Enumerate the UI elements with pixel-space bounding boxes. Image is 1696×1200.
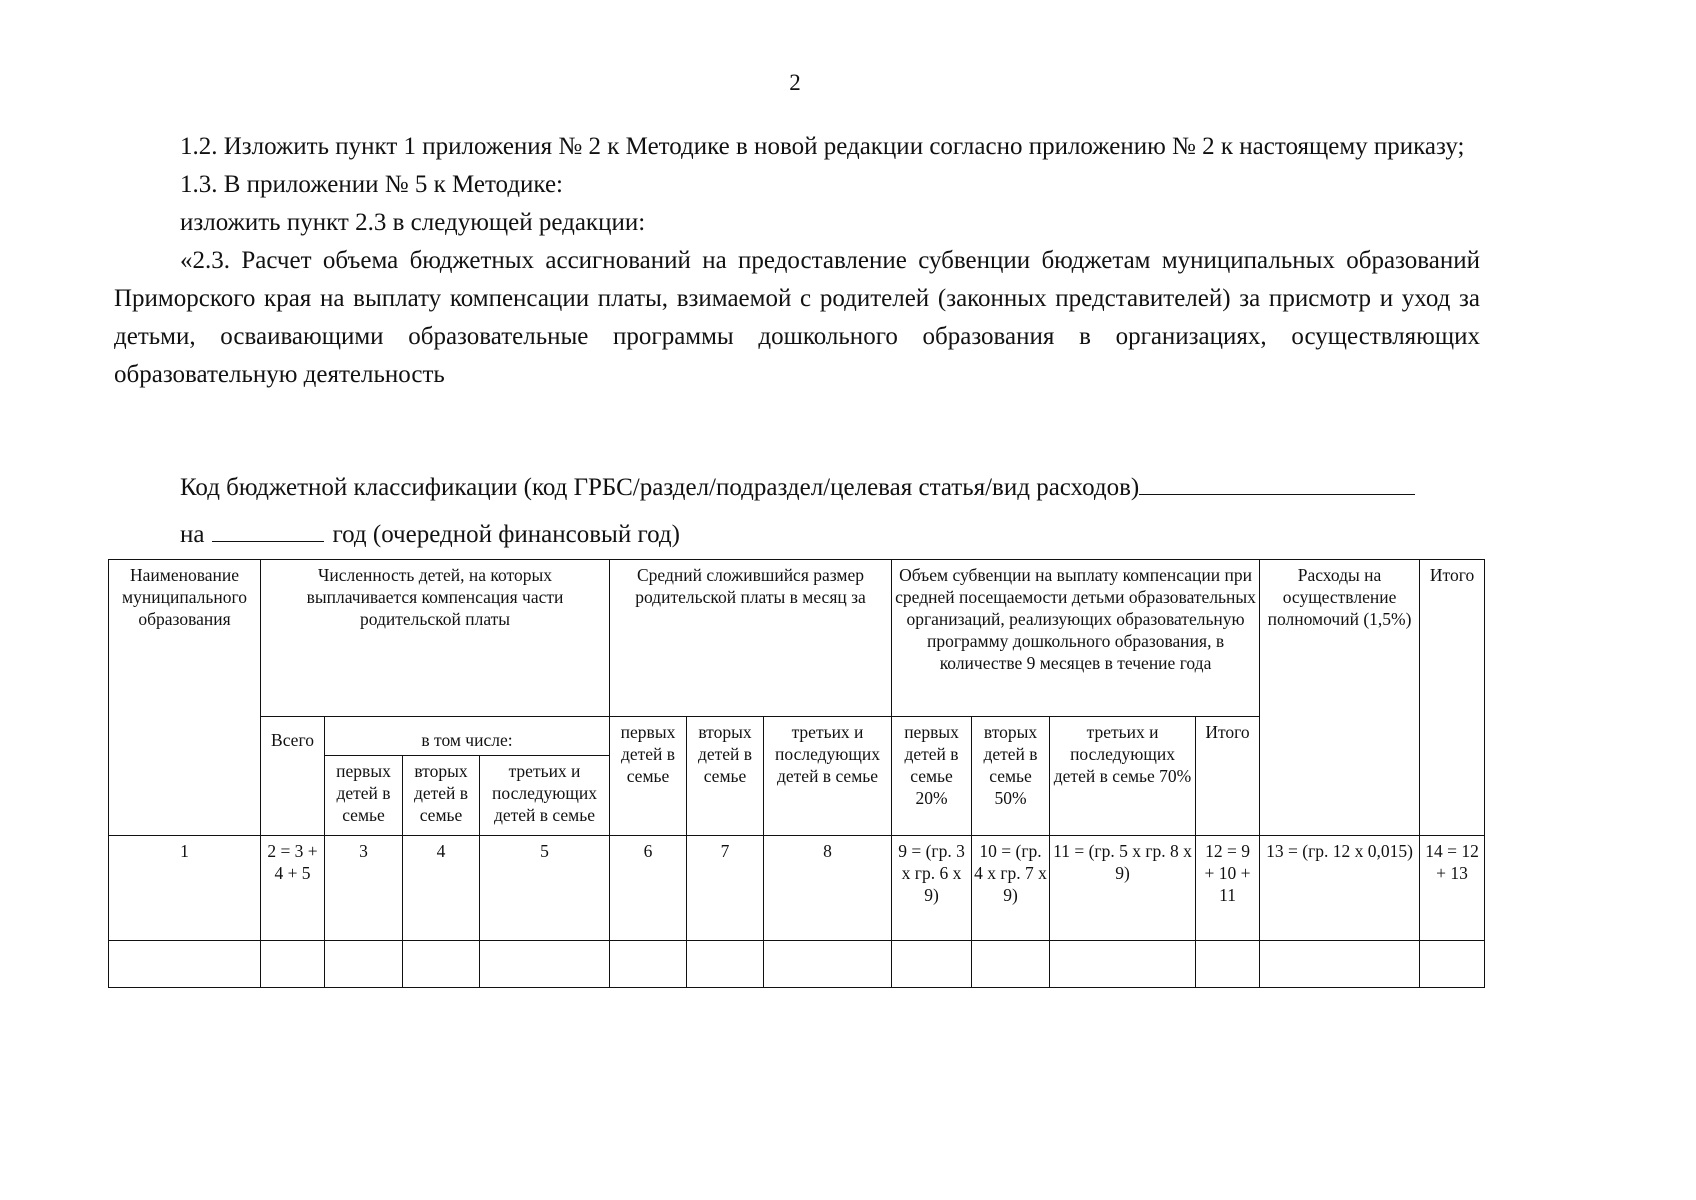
- column-number-cell: 6: [610, 836, 687, 941]
- fiscal-year-blank: [212, 517, 324, 542]
- header-volume-first: первых детей в семье 20%: [892, 717, 972, 836]
- header-volume-second: вторых детей в семье 50%: [972, 717, 1050, 836]
- column-number-cell: 5: [480, 836, 610, 941]
- column-number-cell: 3: [325, 836, 403, 941]
- empty-cell: [480, 941, 610, 988]
- header-third-children: третьих и последующих детей в семье: [480, 756, 610, 836]
- empty-cell: [1420, 941, 1485, 988]
- header-municipality: Наименование муниципального образования: [109, 560, 261, 836]
- subvention-calculation-table: [108, 559, 1485, 988]
- empty-cell: [109, 941, 261, 988]
- budget-classification-blank: [1139, 470, 1415, 495]
- paragraph-1-2: 1.2. Изложить пункт 1 приложения № 2 к Методике в новой редакции согласно приложению № 2 к настоящему приказу;: [180, 133, 1465, 160]
- empty-cell: [1196, 941, 1260, 988]
- empty-cell: [610, 941, 687, 988]
- column-number-cell: 10 = (гр. 4 х гр. 7 х 9): [972, 836, 1050, 941]
- column-number-cell: 8: [764, 836, 892, 941]
- column-number-cell: 4: [403, 836, 480, 941]
- header-volume-total: Итого: [1196, 717, 1260, 836]
- header-first-children: первых детей в семье: [325, 756, 403, 836]
- paragraph-2-3: «2.3. Расчет объема бюджетных ассигнований на предоставление субвенции бюджетам муниципальных образований Приморского края на выплату компенсации платы, взимаемой с родителей (законных представителей) за присмотр и уход за детьми, осваивающими образовательные программы дошкольного образования в организациях, осуществляющих образовательную деятельность: [114, 247, 1480, 388]
- header-fee-first: первых детей в семье: [610, 717, 687, 836]
- empty-cell: [1260, 941, 1420, 988]
- header-including: в том числе:: [325, 717, 610, 756]
- header-children-count: Численность детей, на которых выплачивается компенсация части родительской платы: [261, 560, 610, 717]
- empty-cell: [1050, 941, 1196, 988]
- paragraph-instruction: изложить пункт 2.3 в следующей редакции:: [180, 209, 646, 236]
- header-second-children: вторых детей в семье: [403, 756, 480, 836]
- empty-data-row: [109, 941, 1485, 988]
- page-number: 2: [789, 70, 801, 95]
- fiscal-year-suffix: год (очередной финансовый год): [332, 521, 680, 548]
- header-subvention-volume: Объем субвенции на выплату компенсации при средней посещаемости детьми образовательных организаций, реализующих образовательную программу дошкольного образования, в количестве 9 месяцев в течение года: [892, 560, 1260, 717]
- column-number-cell: 11 = (гр. 5 х гр. 8 х 9): [1050, 836, 1196, 941]
- column-number-cell: 14 = 12 + 13: [1420, 836, 1485, 941]
- fiscal-year-line: [180, 517, 680, 549]
- column-number-row: [109, 836, 1485, 941]
- column-number-cell: 12 = 9 + 10 + 11: [1196, 836, 1260, 941]
- header-grand-total: Итого: [1420, 560, 1485, 836]
- empty-cell: [325, 941, 403, 988]
- column-number-cell: 9 = (гр. 3 х гр. 6 х 9): [892, 836, 972, 941]
- header-fee-third: третьих и последующих детей в семье: [764, 717, 892, 836]
- body-text: [114, 128, 1480, 394]
- column-number-cell: 2 = 3 + 4 + 5: [261, 836, 325, 941]
- header-volume-third: третьих и последующих детей в семье 70%: [1050, 717, 1196, 836]
- empty-cell: [764, 941, 892, 988]
- header-row-1: [109, 560, 1485, 717]
- header-average-fee: Средний сложившийся размер родительской платы в месяц за: [610, 560, 892, 717]
- empty-cell: [403, 941, 480, 988]
- empty-cell: [972, 941, 1050, 988]
- header-fee-second: вторых детей в семье: [687, 717, 764, 836]
- column-number-cell: 1: [109, 836, 261, 941]
- column-number-cell: 13 = (гр. 12 х 0,015): [1260, 836, 1420, 941]
- empty-cell: [261, 941, 325, 988]
- empty-cell: [687, 941, 764, 988]
- empty-cell: [892, 941, 972, 988]
- budget-classification-line: [180, 470, 1415, 502]
- paragraph-1-3: 1.3. В приложении № 5 к Методике:: [180, 171, 563, 198]
- fiscal-year-prefix: на: [180, 521, 205, 548]
- budget-classification-label: Код бюджетной классификации (код ГРБС/раздел/подраздел/целевая статья/вид расходов): [180, 474, 1140, 501]
- header-admin-costs: Расходы на осуществление полномочий (1,5%): [1260, 560, 1420, 836]
- header-all-children: Всего: [261, 717, 325, 836]
- column-number-cell: 7: [687, 836, 764, 941]
